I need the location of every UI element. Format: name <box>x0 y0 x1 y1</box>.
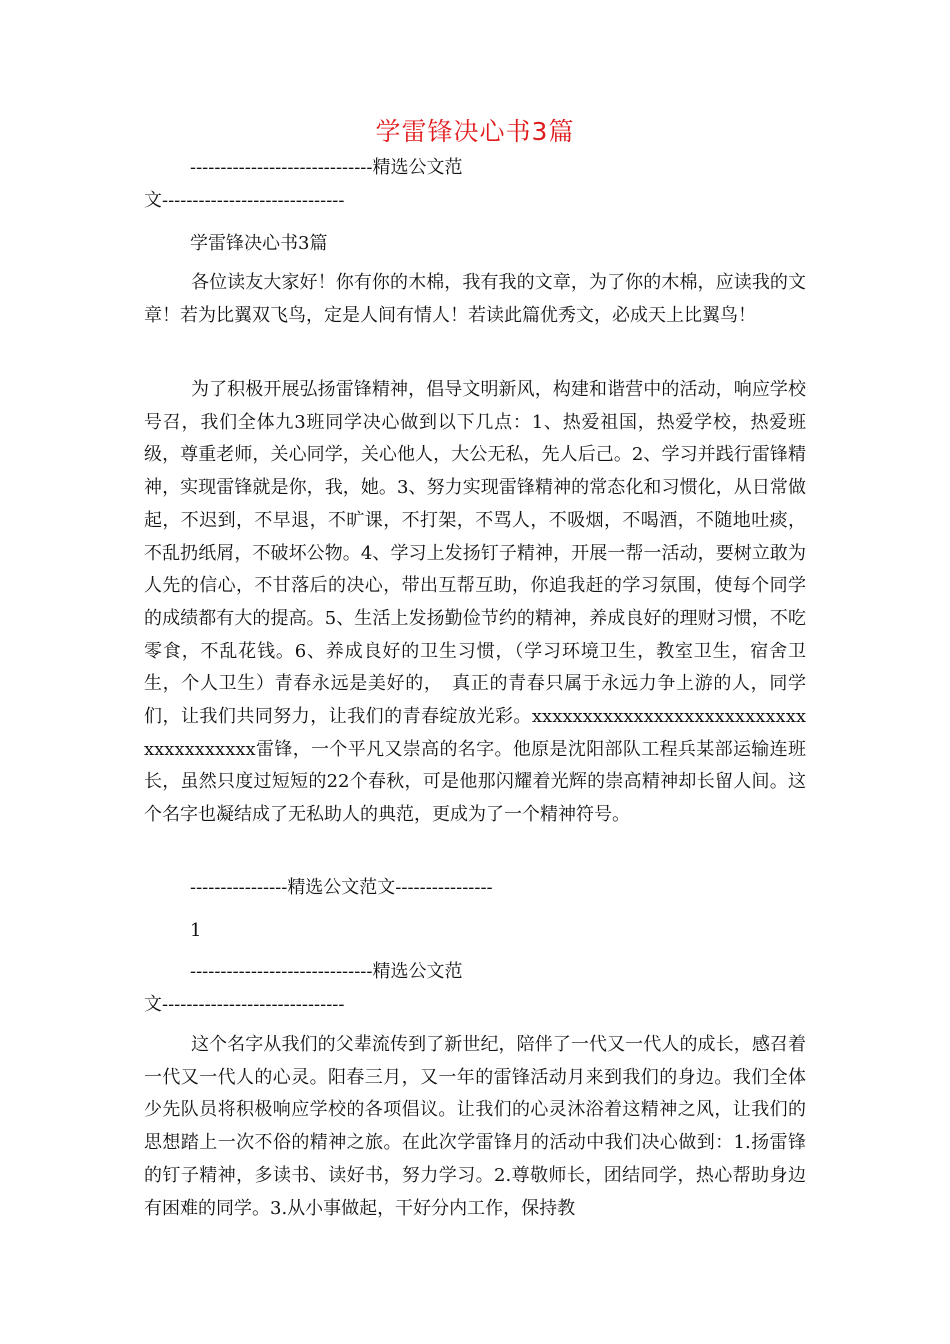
header-separator-bottom-page2: 文------------------------------ <box>144 994 345 1015</box>
header-separator-bottom: 文------------------------------ <box>144 190 345 211</box>
intro-paragraph: 各位读友大家好！你有你的木棉，我有我的文章，为了你的木棉，应读我的文章！若为比翼双飞鸟，定是人间有情人！若读此篇优秀文，必成天上比翼鸟！ <box>144 272 806 326</box>
page-footer-separator: ----------------精选公文范文---------------- <box>190 877 493 898</box>
body-paragraph: 为了积极开展弘扬雷锋精神，倡导文明新风，构建和谐营中的活动，响应学校号召，我们全体九3班同学决心做到以下几点：1、热爱祖国，热爱学校，热爱班级，尊重老师，关心同学，关心他人，大公无私，先人后己。2、学习并践行雷锋精神，实现雷锋就是你，我，她。3、努力实现雷锋精神的常态化和习惯化，从日常做起，不迟到，不早退，不旷课，不打架，不骂人，不吸烟，不喝酒，不随地吐痰，不乱扔纸屑，不破坏公物。4、学习上发扬钉子精神，开展一帮一活动，要树立敢为人先的信心，不甘落后的决心，带出互帮互助，你追我赶的学习氛围，使每个同学的成绩都有大的提高。5、生活上发扬勤俭节约的精神，养成良好的理财习惯，不吃零食，不乱花钱。6、养成良好的卫生习惯，（学习环境卫生，教室卫生，宿舍卫生，个人卫生）青春永远是美好的， 真正的青春只属于永远力争上游的人，同学们，让我们共同努力，让我们的青春绽放光彩。xxxxxxxxxxxxxxxxxxxxxxxxxxxxxxxxxxxxxx雷锋，一个平凡又崇高的名字。他原是沈阳部队工程兵某部运输连班长，虽然只度过短短的22个春秋，可是他那闪耀着光辉的崇高精神却长留人间。这个名字也凝结成了无私助人的典范，更成为了一个精神符号。 <box>144 379 806 826</box>
document-subtitle: 学雷锋决心书3篇 <box>190 233 328 254</box>
document-title: 学雷锋决心书3篇 <box>375 117 575 146</box>
body-paragraph-continued: 这个名字从我们的父辈流传到了新世纪，陪伴了一代又一代人的成长，感召着一代又一代人的心灵。阳春三月，又一年的雷锋活动月来到我们的身边。我们全体少先队员将积极响应学校的各项倡议。让我们的心灵沐浴着这精神之风，让我们的思想踏上一次不俗的精神之旅。在此次学雷锋月的活动中我们决心做到：1.扬雷锋的钉子精神，多读书、读好书，努力学习。2.尊敬师长，团结同学，热心帮助身边有困难的同学。3.从小事做起，干好分内工作，保持教 <box>144 1034 806 1219</box>
page-number: 1 <box>190 920 202 941</box>
header-separator-top-page2: ------------------------------精选公文范 <box>190 961 463 982</box>
header-separator-top: ------------------------------精选公文范 <box>190 157 463 178</box>
